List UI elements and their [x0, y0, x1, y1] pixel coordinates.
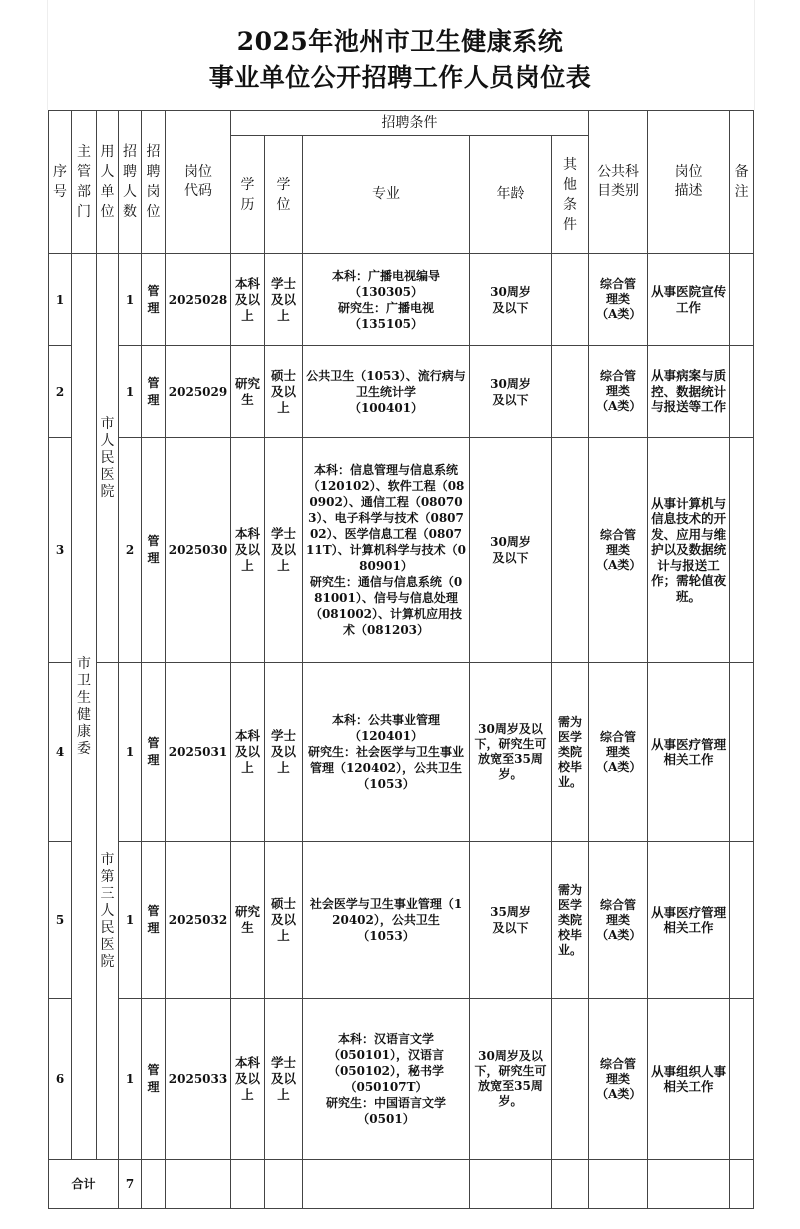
cell-post: 管理: [142, 999, 166, 1160]
cell-employer: 市第三人民医院: [97, 663, 119, 1160]
cell-exam-category: 综合管理类（A类）: [589, 842, 648, 999]
cell-age: 30周岁及以下: [470, 346, 552, 438]
cell-degree: 学士及以上: [265, 663, 303, 842]
cell-major: 公共卫生（1053）、流行病与卫生统计学 （100401）: [303, 346, 470, 438]
cell-empty: [231, 1160, 265, 1209]
cell-post: 管理: [142, 438, 166, 663]
cell-code: 2025032: [166, 842, 231, 999]
cell-exam-category: 综合管理类（A类）: [589, 438, 648, 663]
header-dept: 主管部门: [72, 111, 97, 254]
cell-description: 从事医疗管理相关工作: [648, 663, 730, 842]
cell-degree: 硕士及以上: [265, 346, 303, 438]
cell-seq: 4: [49, 663, 72, 842]
cell-age: 30周岁及以下: [470, 438, 552, 663]
header-row-1: [49, 111, 754, 136]
header-age: 年龄: [470, 136, 552, 254]
cell-empty: [166, 1160, 231, 1209]
cell-seq: 5: [49, 842, 72, 999]
cell-seq: 3: [49, 438, 72, 663]
cell-description: 从事病案与质控、数据统计与报送等工作: [648, 346, 730, 438]
header-employer: 用人单位: [97, 111, 119, 254]
cell-description: 从事医院宣传工作: [648, 254, 730, 346]
cell-post: 管理: [142, 663, 166, 842]
cell-remarks: [730, 346, 754, 438]
cell-exam-category: 综合管理类（A类）: [589, 346, 648, 438]
cell-exam-category: 综合管理类（A类）: [589, 663, 648, 842]
cell-major: 本科：广播电视编导 （130305） 研究生：广播电视 （135105）: [303, 254, 470, 346]
cell-code: 2025029: [166, 346, 231, 438]
header-code: 岗位代码: [166, 111, 231, 254]
cell-dept: 市卫生健康委: [72, 254, 97, 1160]
cell-other: [552, 346, 589, 438]
cell-age: 30周岁及以下: [470, 254, 552, 346]
cell-exam-category: 综合管理类（A类）: [589, 254, 648, 346]
header-conditions-group: 招聘条件: [231, 111, 589, 136]
cell-seq: 2: [49, 346, 72, 438]
cell-description: 从事医疗管理相关工作: [648, 842, 730, 999]
cell-empty: [552, 1160, 589, 1209]
cell-post: 管理: [142, 842, 166, 999]
cell-count: 1: [119, 663, 142, 842]
total-count: 7: [119, 1160, 142, 1209]
cell-seq: 6: [49, 999, 72, 1160]
cell-employer: 市人民医院: [97, 254, 119, 663]
cell-code: 2025033: [166, 999, 231, 1160]
header-major: 专业: [303, 136, 470, 254]
cell-description: 从事计算机与信息技术的开发、应用与维护以及数据统计与报送工作；需轮值夜班。: [648, 438, 730, 663]
table-row: [49, 663, 754, 842]
cell-empty: [142, 1160, 166, 1209]
header-count: 招聘人数: [119, 111, 142, 254]
total-label: 合计: [49, 1160, 119, 1209]
cell-major: 本科：信息管理与信息系统（120102）、软件工程（080902）、通信工程（080703）、电子科学与技术（080702）、医学信息工程（080711T）、计算机科学与技术（080901） 研究生：通信与信息系统（081001）、信号与信息处理（081002）、计算机应用技术（081203）: [303, 438, 470, 663]
cell-other: 需为医学类院校毕业。: [552, 663, 589, 842]
cell-remarks: [730, 999, 754, 1160]
cell-code: 2025030: [166, 438, 231, 663]
cell-code: 2025031: [166, 663, 231, 842]
cell-description: 从事组织人事相关工作: [648, 999, 730, 1160]
header-remarks: 备注: [730, 111, 754, 254]
table-row: [49, 254, 754, 346]
header-degree: 学位: [265, 136, 303, 254]
cell-seq: 1: [49, 254, 72, 346]
cell-remarks: [730, 663, 754, 842]
cell-empty: [303, 1160, 470, 1209]
cell-exam-category: 综合管理类（A类）: [589, 999, 648, 1160]
cell-remarks: [730, 438, 754, 663]
cell-degree: 学士及以上: [265, 254, 303, 346]
cell-empty: [648, 1160, 730, 1209]
document-title-line-1: 2025年池州市卫生健康系统: [236, 27, 564, 56]
cell-age: 30周岁及以下，研究生可放宽至35周岁。: [470, 999, 552, 1160]
cell-empty: [730, 1160, 754, 1209]
cell-post: 管理: [142, 254, 166, 346]
cell-count: 1: [119, 254, 142, 346]
header-education: 学历: [231, 136, 265, 254]
cell-degree: 学士及以上: [265, 438, 303, 663]
cell-major: 本科：汉语言文学 （050101），汉语言 （050102），秘书学 （050107T） 研究生：中国语言文学 （0501）: [303, 999, 470, 1160]
cell-count: 2: [119, 438, 142, 663]
cell-education: 研究生: [231, 346, 265, 438]
cell-count: 1: [119, 842, 142, 999]
header-description: 岗位描述: [648, 111, 730, 254]
cell-empty: [589, 1160, 648, 1209]
cell-other: [552, 438, 589, 663]
table-row: [49, 842, 754, 999]
cell-other: [552, 999, 589, 1160]
cell-age: 35周岁及以下: [470, 842, 552, 999]
cell-education: 本科及以上: [231, 999, 265, 1160]
cell-empty: [470, 1160, 552, 1209]
cell-post: 管理: [142, 346, 166, 438]
cell-education: 本科及以上: [231, 438, 265, 663]
total-row: [49, 1160, 754, 1209]
cell-empty: [265, 1160, 303, 1209]
cell-major: 社会医学与卫生事业管理（120402），公共卫生 （1053）: [303, 842, 470, 999]
table-row: [49, 346, 754, 438]
table-row: [49, 438, 754, 663]
cell-education: 本科及以上: [231, 254, 265, 346]
cell-count: 1: [119, 999, 142, 1160]
cell-other: [552, 254, 589, 346]
cell-major: 本科：公共事业管理 （120401） 研究生：社会医学与卫生事业管理（120402），公共卫生（1053）: [303, 663, 470, 842]
header-seq: 序号: [49, 111, 72, 254]
cell-education: 研究生: [231, 842, 265, 999]
document-title-line-2: 事业单位公开招聘工作人员岗位表: [208, 63, 592, 92]
recruitment-table: [48, 110, 754, 1209]
cell-degree: 学士及以上: [265, 999, 303, 1160]
cell-other: 需为医学类院校毕业。: [552, 842, 589, 999]
cell-code: 2025028: [166, 254, 231, 346]
table-row: [49, 999, 754, 1160]
header-post: 招聘岗位: [142, 111, 166, 254]
cell-count: 1: [119, 346, 142, 438]
header-other: 其他条件: [552, 136, 589, 254]
cell-degree: 硕士及以上: [265, 842, 303, 999]
header-exam-category: 公共科目类别: [589, 111, 648, 254]
cell-education: 本科及以上: [231, 663, 265, 842]
cell-remarks: [730, 842, 754, 999]
cell-age: 30周岁及以下，研究生可放宽至35周岁。: [470, 663, 552, 842]
cell-remarks: [730, 254, 754, 346]
